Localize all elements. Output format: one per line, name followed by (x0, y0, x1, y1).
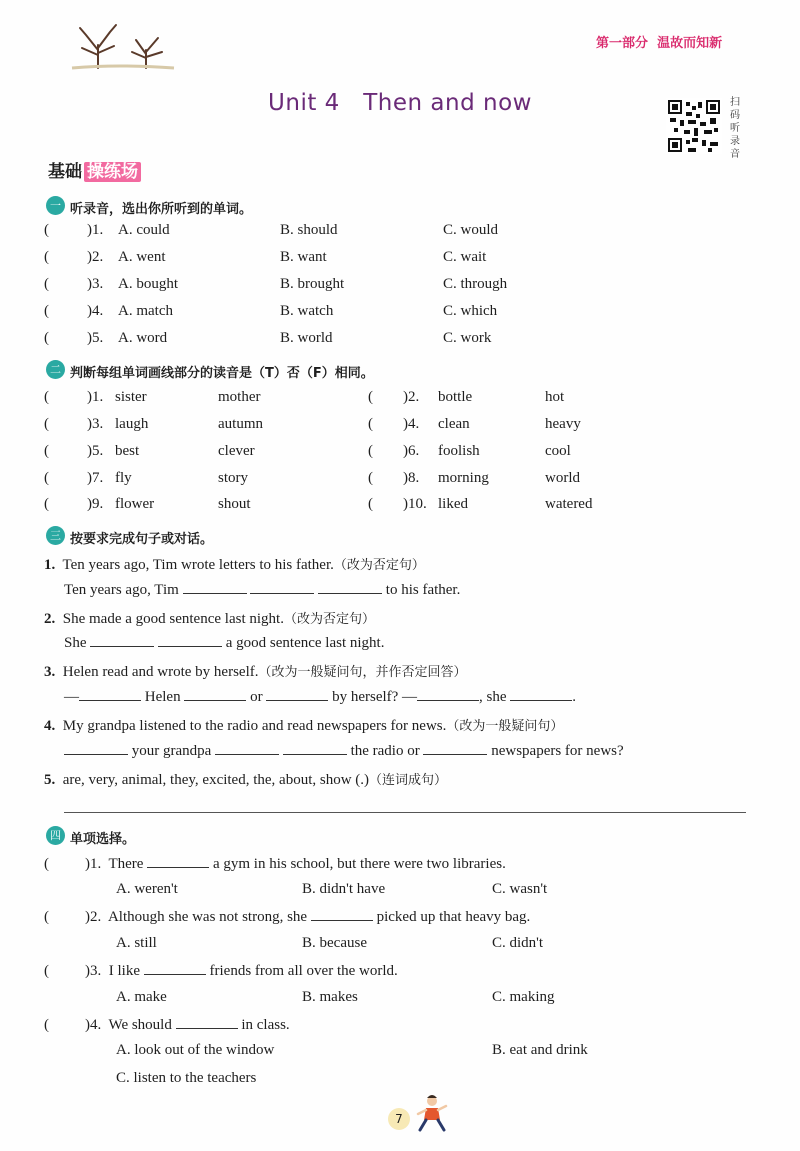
option-b: B. should (280, 222, 338, 238)
part-1-badge: 一 (46, 196, 65, 215)
answer-2: She a good sentence last night. (64, 635, 385, 651)
list-item: ( )4. (368, 416, 420, 432)
list-item: ( )2. (368, 389, 420, 405)
answer-blank[interactable] (176, 1016, 238, 1029)
answer-blank[interactable] (147, 855, 209, 868)
word: best (115, 443, 140, 459)
part-2-title: 判断每组单词画线部分的读音是（T）否（F）相同。 (70, 366, 374, 381)
option-c[interactable]: C. didn't (492, 935, 544, 951)
mc-question-3: ( )3. I like friends from all over the world. (44, 963, 398, 979)
option-a[interactable]: A. still (116, 935, 157, 951)
word: clean (438, 416, 470, 432)
word: autumn (218, 416, 263, 432)
answer-blank[interactable] (183, 581, 247, 594)
option-b[interactable]: B. eat and drink (492, 1042, 588, 1058)
answer-blank[interactable] (423, 742, 487, 755)
mc-question-2: ( )2. Although she was not strong, she picked up that heavy bag. (44, 909, 531, 925)
section-label: 基础 操练场 (48, 157, 141, 182)
header-section: 第一部分 温故而知新 (596, 36, 723, 51)
word: fly (115, 470, 132, 486)
answer-1: Ten years ago, Tim to his father. (64, 582, 461, 598)
option-a[interactable]: A. look out of the window (116, 1042, 275, 1058)
tree-illustration (68, 20, 178, 70)
list-item: ( )4. (44, 303, 104, 319)
part-1-title: 听录音，选出你所听到的单词。 (70, 202, 253, 217)
option-b: B. brought (280, 276, 345, 292)
answer-blank[interactable] (510, 688, 572, 701)
answer-blank[interactable] (215, 742, 279, 755)
option-b[interactable]: B. didn't have (302, 881, 386, 897)
word: story (218, 470, 248, 486)
word: clever (218, 443, 255, 459)
question-4: 4. My grandpa listened to the radio and read newspapers for news.（改为一般疑问句） (44, 718, 564, 734)
word: watered (545, 496, 593, 512)
answer-blank[interactable] (266, 688, 328, 701)
list-item: ( )1. (44, 389, 104, 405)
word: morning (438, 470, 489, 486)
part-2-badge: 二 (46, 360, 65, 379)
word: mother (218, 389, 261, 405)
answer-blank[interactable] (311, 908, 373, 921)
option-a: A. went (118, 249, 166, 265)
page-number: 7 (388, 1108, 410, 1130)
word: foolish (438, 443, 480, 459)
option-a: A. bought (118, 276, 178, 292)
answer-blank[interactable] (417, 688, 479, 701)
word: hot (545, 389, 565, 405)
answer-blank[interactable] (64, 742, 128, 755)
option-a[interactable]: A. make (116, 989, 167, 1005)
question-5: 5. are, very, animal, they, excited, the, about, show (.)（连词成句） (44, 772, 448, 788)
running-child-icon (410, 1092, 454, 1136)
option-b: B. want (280, 249, 327, 265)
question-2: 2. She made a good sentence last night.（改为否定句） (44, 611, 375, 627)
list-item: ( )8. (368, 470, 420, 486)
option-b[interactable]: B. because (302, 935, 367, 951)
option-c[interactable]: C. listen to the teachers (116, 1070, 257, 1086)
answer-blank[interactable] (250, 581, 314, 594)
list-item: ( )7. (44, 470, 104, 486)
answer-blank[interactable] (79, 688, 141, 701)
option-a: A. word (118, 330, 168, 346)
option-b: B. world (280, 330, 333, 346)
option-a: A. could (118, 222, 170, 238)
mc-question-1: ( )1. There a gym in his school, but there were two libraries. (44, 856, 506, 872)
list-item: ( )5. (44, 443, 104, 459)
option-a[interactable]: A. weren't (116, 881, 178, 897)
list-item: ( )10. (368, 496, 427, 512)
option-c: C. through (443, 276, 508, 292)
list-item: ( )2. (44, 249, 104, 265)
option-b[interactable]: B. makes (302, 989, 358, 1005)
answer-blank[interactable] (184, 688, 246, 701)
word: liked (438, 496, 468, 512)
part-4-badge: 四 (46, 826, 65, 845)
word: bottle (438, 389, 473, 405)
part-4-title: 单项选择。 (70, 832, 136, 847)
option-c: C. work (443, 330, 492, 346)
answer-blank[interactable] (144, 962, 206, 975)
question-1: 1. Ten years ago, Tim wrote letters to his father.（改为否定句） (44, 557, 425, 573)
mc-question-4: ( )4. We should in class. (44, 1017, 290, 1033)
option-c: C. wait (443, 249, 487, 265)
word: shout (218, 496, 251, 512)
question-3: 3. Helen read and wrote by herself.（改为一般疑问句，并作否定回答） (44, 664, 467, 680)
word: flower (115, 496, 155, 512)
page-title: Unit 4 Then and now (268, 90, 532, 116)
answer-blank[interactable] (318, 581, 382, 594)
answer-3: — Helen or by herself? — , she . (64, 689, 577, 705)
word: laugh (115, 416, 149, 432)
part-3-badge: 三 (46, 526, 65, 545)
list-item: ( )9. (44, 496, 104, 512)
list-item: ( )3. (44, 416, 104, 432)
option-c: C. which (443, 303, 498, 319)
answer-blank[interactable] (283, 742, 347, 755)
answer-line[interactable] (64, 812, 746, 813)
option-b: B. watch (280, 303, 334, 319)
option-a: A. match (118, 303, 173, 319)
answer-4: your grandpa the radio or newspapers for news? (64, 742, 624, 760)
option-c[interactable]: C. wasn't (492, 881, 548, 897)
answer-blank[interactable] (90, 634, 154, 647)
word: heavy (545, 416, 581, 432)
list-item: ( )3. (44, 276, 104, 292)
qr-code-icon[interactable] (666, 98, 722, 154)
word: sister (115, 389, 147, 405)
list-item: ( )1. (44, 222, 104, 238)
option-c[interactable]: C. making (492, 989, 555, 1005)
part-3-title: 按要求完成句子或对话。 (70, 532, 214, 547)
list-item: ( )5. (44, 330, 104, 346)
qr-caption: 扫码听录音 (730, 97, 740, 160)
word: cool (545, 443, 571, 459)
answer-blank[interactable] (158, 634, 222, 647)
option-c: C. would (443, 222, 499, 238)
list-item: ( )6. (368, 443, 420, 459)
word: world (545, 470, 580, 486)
